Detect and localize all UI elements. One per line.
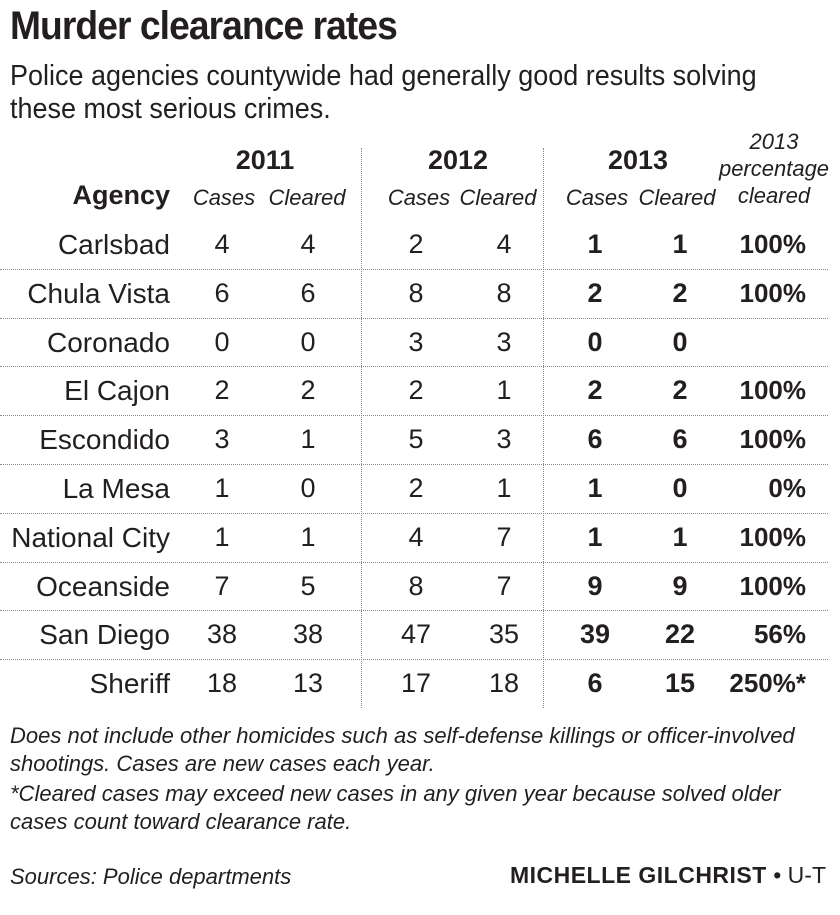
cases-header-2013: Cases — [565, 185, 629, 210]
cleared-header-2012: Cleared — [459, 185, 537, 210]
cases-2012-cell: 4 — [408, 521, 424, 552]
cases-2012-cell: 17 — [400, 668, 432, 699]
cases-header-2012: Cases — [387, 185, 451, 210]
pct-header: 2013 percentage cleared — [718, 129, 830, 208]
agency-cell: La Mesa — [62, 473, 170, 504]
agency-header: Agency — [72, 180, 170, 210]
agency-cell: Coronado — [47, 326, 170, 358]
pct-cleared-cell: 100% — [739, 424, 806, 455]
note-text: Does not include other homicides such as self-defense killings or officer-involved shootings. Cases are new cases each year. — [10, 723, 795, 776]
cleared-2013-cell: 0 — [672, 326, 688, 357]
cleared-2013-cell: 0 — [672, 473, 688, 503]
cases-2013-cell: 39 — [579, 619, 611, 650]
cleared-2012-cell: 18 — [488, 668, 520, 699]
agency-cell: Sheriff — [89, 668, 170, 700]
footnote-text: *Cleared cases may exceed new cases in any given year because solved older cases count toward clearance rate. — [10, 781, 781, 834]
cases-2012-cell: 2 — [408, 473, 424, 503]
agency-cell: Carlsbad — [57, 229, 170, 260]
cleared-header-2013: Cleared — [638, 185, 716, 210]
cleared-2013-cell: 1 — [672, 229, 688, 259]
cleared-2011-cell: 13 — [292, 668, 324, 699]
cases-header-2011: Cases — [192, 185, 256, 210]
cleared-2013-cell: 2 — [672, 277, 688, 308]
cleared-2011-cell: 2 — [300, 375, 316, 406]
table-row — [0, 220, 840, 269]
cleared-2011-cell: 38 — [292, 619, 324, 650]
pct-cleared-cell: 250%* — [729, 668, 806, 699]
cleared-2012-cell: 35 — [488, 619, 520, 650]
credit-name: MICHELLE GILCHRIST — [509, 862, 767, 888]
pct-cleared-cell: 100% — [739, 375, 806, 406]
cases-2013-cell: 2 — [587, 277, 603, 308]
cleared-2012-cell: 3 — [496, 326, 512, 357]
cleared-2011-cell: 6 — [300, 277, 316, 308]
cases-2011-cell: 38 — [206, 619, 238, 650]
cases-2011-cell: 1 — [214, 521, 230, 552]
pct-cleared-cell: 100% — [739, 277, 806, 308]
cleared-2011-cell: 0 — [300, 326, 316, 357]
cases-2011-cell: 1 — [214, 473, 230, 503]
chart-title: Murder clearance rates — [10, 4, 397, 48]
table-row — [0, 366, 840, 415]
agency-cell: National City — [11, 521, 170, 553]
cases-2013-cell: 0 — [587, 326, 603, 357]
agency-cell: San Diego — [39, 619, 170, 651]
cleared-2011-cell: 0 — [300, 473, 316, 503]
pct-cleared-cell: 100% — [739, 570, 806, 601]
cleared-header-2011: Cleared — [268, 185, 346, 210]
table-row — [0, 610, 840, 659]
credit-line — [510, 862, 826, 889]
cases-2011-cell: 2 — [214, 375, 230, 406]
cases-2011-cell: 7 — [214, 570, 230, 601]
pct-cleared-cell: 56% — [753, 619, 806, 650]
notes — [10, 722, 830, 838]
cleared-2013-cell: 22 — [664, 619, 696, 650]
cases-2012-cell: 8 — [408, 570, 424, 601]
agency-cell: Oceanside — [36, 570, 170, 602]
table-row — [0, 513, 840, 562]
table-row — [0, 415, 840, 464]
cleared-2012-cell: 7 — [496, 521, 512, 552]
agency-cell: El Cajon — [64, 375, 170, 407]
cases-2013-cell: 1 — [587, 229, 603, 259]
agency-cell: Chula Vista — [27, 277, 170, 309]
cleared-2012-cell: 3 — [496, 424, 512, 455]
cases-2011-cell: 0 — [214, 326, 230, 357]
cleared-2011-cell: 1 — [300, 521, 316, 552]
table-row — [0, 269, 840, 318]
year-header-2013: 2013 — [607, 145, 669, 175]
table-row — [0, 659, 840, 708]
cases-2013-cell: 1 — [587, 521, 603, 552]
table-row — [0, 562, 840, 611]
cases-2012-cell: 2 — [408, 229, 424, 259]
cases-2012-cell: 5 — [408, 424, 424, 455]
year-header-2011: 2011 — [235, 145, 295, 175]
cleared-2013-cell: 1 — [672, 521, 688, 552]
cleared-2011-cell: 1 — [300, 424, 316, 455]
cleared-2011-cell: 4 — [300, 229, 316, 259]
year-header-2012: 2012 — [427, 145, 489, 175]
cleared-2012-cell: 4 — [496, 229, 512, 259]
credit-org: U-T — [787, 862, 826, 888]
cleared-2012-cell: 1 — [496, 375, 512, 406]
cases-2013-cell: 6 — [587, 668, 603, 699]
cases-2011-cell: 4 — [214, 229, 230, 259]
cases-2011-cell: 18 — [206, 668, 238, 699]
cleared-2012-cell: 1 — [496, 473, 512, 503]
source-line: Sources: Police departments — [10, 864, 292, 889]
pct-cleared-cell: 100% — [739, 229, 806, 259]
cleared-2013-cell: 15 — [664, 668, 696, 699]
cleared-2013-cell: 9 — [672, 570, 688, 601]
pct-cleared-cell: 0% — [768, 473, 806, 503]
agency-cell: Escondido — [39, 424, 170, 456]
cases-2013-cell: 9 — [587, 570, 603, 601]
pct-cleared-cell: 100% — [739, 521, 806, 552]
cases-2013-cell: 6 — [587, 424, 603, 455]
cases-2011-cell: 3 — [214, 424, 230, 455]
cases-2013-cell: 1 — [587, 473, 603, 503]
cases-2013-cell: 2 — [587, 375, 603, 406]
cleared-2012-cell: 7 — [496, 570, 512, 601]
cleared-2011-cell: 5 — [300, 570, 316, 601]
cases-2011-cell: 6 — [214, 277, 230, 308]
pct-cleared-cell — [700, 318, 806, 367]
cleared-2012-cell: 8 — [496, 277, 512, 308]
cleared-2013-cell: 2 — [672, 375, 688, 406]
cases-2012-cell: 47 — [400, 619, 432, 650]
cases-2012-cell: 3 — [408, 326, 424, 357]
cases-2012-cell: 2 — [408, 375, 424, 406]
cases-2012-cell: 8 — [408, 277, 424, 308]
chart-subtitle: Police agencies countywide had generally good results solving these most serious crimes. — [10, 60, 757, 125]
table-row — [0, 318, 840, 367]
table-row — [0, 464, 840, 513]
credit-separator: • — [773, 862, 782, 888]
cleared-2013-cell: 6 — [672, 424, 688, 455]
